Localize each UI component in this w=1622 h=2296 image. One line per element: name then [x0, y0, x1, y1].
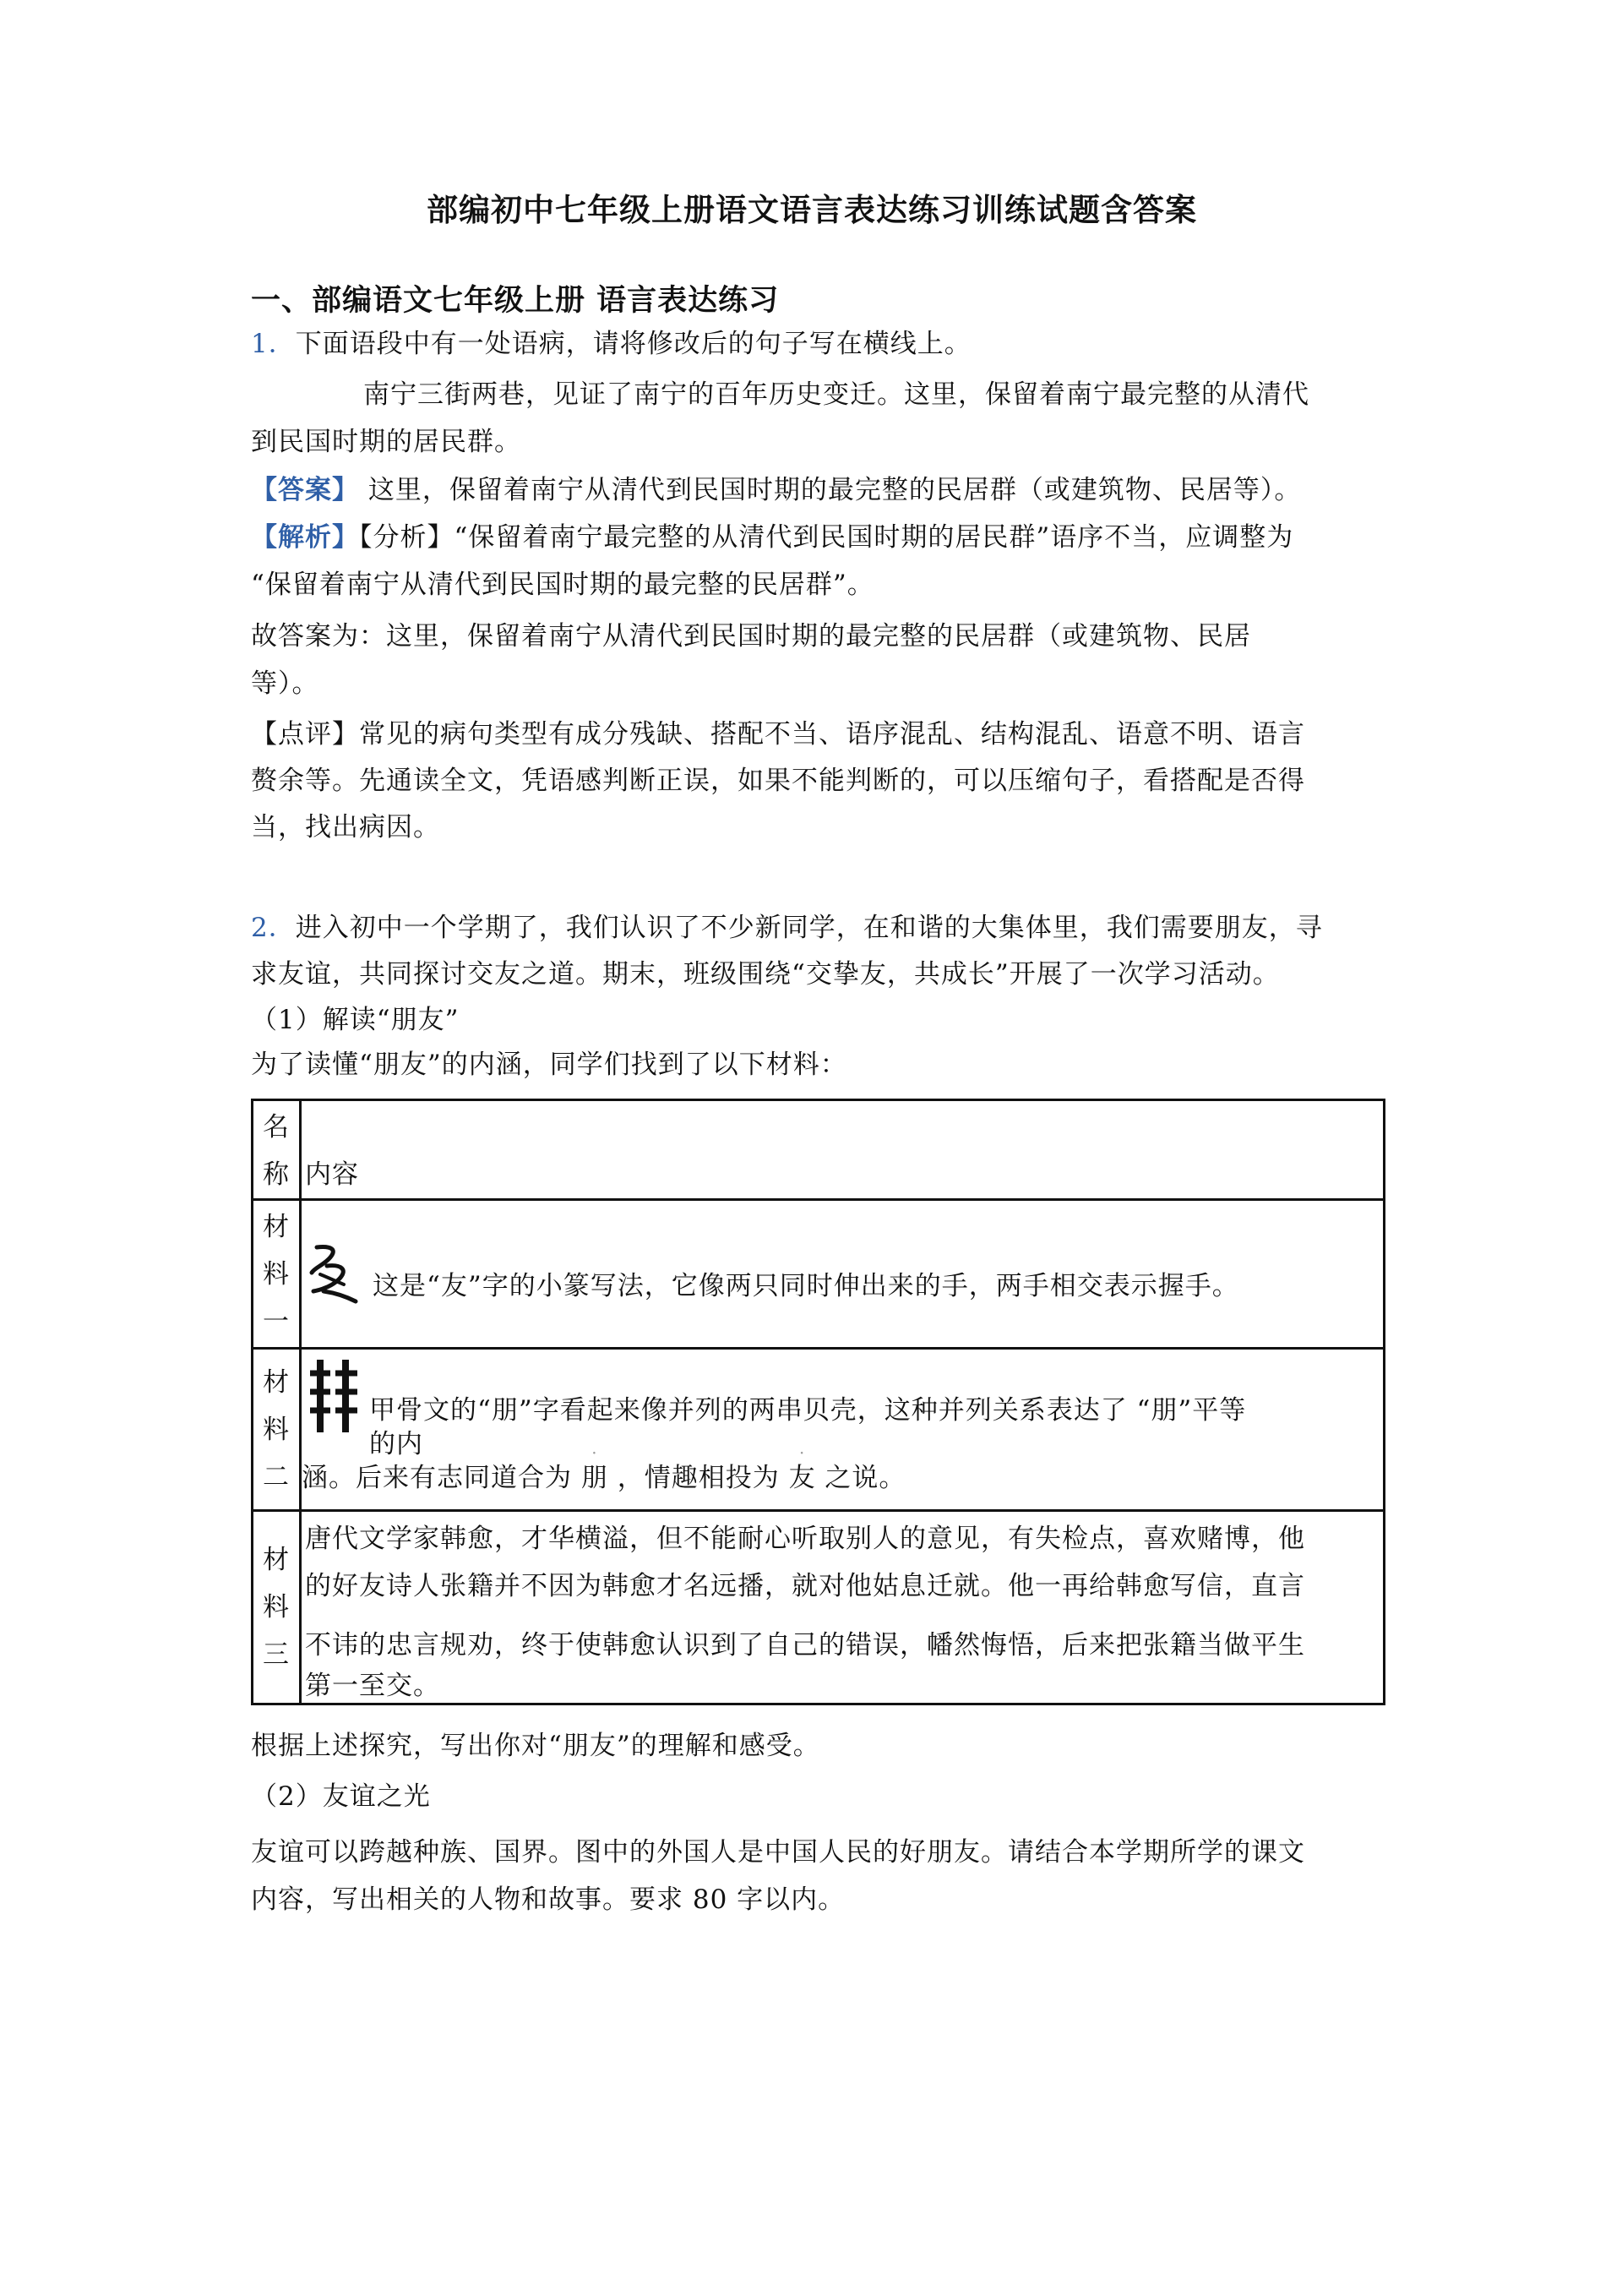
q2-sub2-line-1: 友谊可以跨越种族、国界。图中的外国人是中国人民的好朋友。请结合本学期所学的课文 [251, 1837, 1305, 1868]
materials-table [251, 1099, 1385, 1705]
q1-comment-line-1: 【点评】常见的病句类型有成分残缺、搭配不当、语序混乱、结构混乱、语意不明、语言 [251, 719, 1305, 750]
material-2-line-c [302, 1461, 1383, 1495]
q2-number: 2． [251, 913, 296, 943]
m2-c1: 涵。后来有志同道合为 [302, 1463, 581, 1493]
q2-sub1-heading: （1）解读“朋友” [251, 1005, 460, 1035]
q1-analysis-line-1 [251, 521, 1293, 554]
page-title: 部编初中七年级上册语文语言表达练习训练试题含答案 [427, 191, 1197, 228]
material-2-line-a: 甲骨文的“朋”字看起来像并列的两串贝壳，这种并列关系表达了 “朋”平等 [369, 1395, 1247, 1426]
material-name-char: 料 [263, 1414, 290, 1445]
seal-script-you-icon [305, 1241, 366, 1308]
material-content-cell [301, 1511, 1385, 1704]
material-name-char: 料 [263, 1592, 290, 1622]
m2-peng: 朋 [580, 1463, 608, 1493]
header-name-char: 名 [263, 1112, 290, 1143]
material-2-content [305, 1355, 1383, 1461]
q1-passage-line-2: 到民国时期的居民群。 [251, 427, 521, 457]
material-2-text-top [369, 1355, 1246, 1461]
q1-number: 1． [251, 329, 296, 359]
oracle-bone-peng-icon [305, 1355, 364, 1436]
q1-answer [251, 473, 1301, 507]
material-name-char: 一 [263, 1306, 290, 1337]
q1-prompt-text: 下面语段中有一处语病，请将修改后的句子写在横线上。 [295, 329, 972, 359]
material-3-line: 的好友诗人张籍并不因为韩愈才名远播，就对他姑息迁就。他一再给韩愈写信，直言 [305, 1571, 1305, 1601]
analysis-tag: 【解析】 [251, 522, 359, 553]
table-row [253, 1200, 1385, 1349]
section-heading: 一、部编语文七年级上册 语言表达练习 [251, 283, 780, 318]
material-content-cell [301, 1200, 1385, 1349]
q1-analysis-line-2: “保留着南宁从清代到民国时期的最完整的民居群”。 [251, 570, 874, 600]
material-name-char: 二 [263, 1461, 290, 1492]
material-name-char: 材 [263, 1545, 290, 1575]
answer-tag: 【答案】 [251, 475, 359, 505]
q1-final-line-2: 等）。 [251, 668, 319, 699]
material-3-line: 第一至交。 [305, 1671, 440, 1701]
material-name-char: 材 [263, 1211, 290, 1242]
material-name-char: 材 [263, 1366, 290, 1398]
q1-comment-line-2: 赘余等。先通读全文，凭语感判断正误，如果不能判断的，可以压缩句子，看搭配是否得 [251, 766, 1305, 796]
q1-answer-text: 这里，保留着南宁从清代到民国时期的最完整的民居群（或建筑物、民居等）。 [359, 475, 1302, 505]
material-1-text: 这是“友”字的小篆写法，它像两只同时伸出来的手，两手相交表示握手。 [373, 1270, 1239, 1301]
material-1-content [305, 1241, 1383, 1308]
m2-you: 友 [788, 1463, 816, 1493]
q2-sub2-line-2: 内容，写出相关的人物和故事。要求 80 字以内。 [251, 1884, 846, 1915]
material-3-line: 唐代文学家韩愈，才华横溢，但不能耐心听取别人的意见，有失检点，喜欢赌博，他 [305, 1524, 1305, 1554]
q2-sub2-heading: （2）友谊之光 [251, 1781, 431, 1812]
q2-after-table: 根据上述探究，写出你对“朋友”的理解和感受。 [251, 1731, 820, 1761]
material-3-line: 不讳的忠言规劝，终于使韩愈认识到了自己的错误，幡然悔悟，后来把张籍当做平生 [305, 1630, 1305, 1661]
header-content-label: 内容 [305, 1159, 359, 1190]
q1-analysis-text: 【分析】“保留着南宁最完整的从清代到民国时期的居民群”语序不当，应调整为 [359, 522, 1294, 553]
q2-intro-line-1 [251, 911, 1323, 945]
table-row [253, 1511, 1385, 1704]
q1-passage-line-1: 南宁三街两巷，见证了南宁的百年历史变迁。这里，保留着南宁最完整的从清代 [363, 379, 1309, 410]
material-content-cell [301, 1349, 1385, 1511]
q1-comment-line-3: 当，找出病因。 [251, 812, 440, 843]
material-name-cell [253, 1349, 301, 1511]
q2-intro-line-2: 求友谊，共同探讨交友之道。期末，班级围绕“交挚友，共成长”开展了一次学习活动。 [251, 959, 1280, 990]
q1-final-line-1: 故答案为：这里，保留着南宁从清代到民国时期的最完整的民居群（或建筑物、民居 [251, 621, 1251, 652]
header-name-char: 称 [263, 1159, 290, 1190]
material-name-cell [253, 1511, 301, 1704]
m2-c3: ，情趣相投为 [607, 1463, 789, 1493]
q1-prompt [251, 327, 972, 361]
header-name-cell [253, 1100, 301, 1200]
m2-c5: 之说。 [815, 1463, 906, 1493]
table-row [253, 1349, 1385, 1511]
material-name-char: 料 [263, 1258, 290, 1290]
table-header-row [253, 1100, 1385, 1200]
header-content-cell [301, 1100, 1385, 1200]
material-2-line-b: 的内 [369, 1429, 423, 1459]
q2-intro-text: 进入初中一个学期了，我们认识了不少新同学，在和谐的大集体里，我们需要朋友，寻 [295, 913, 1323, 943]
q2-sub1-lead: 为了读懂“朋友”的内涵，同学们找到了以下材料： [251, 1050, 847, 1080]
material-name-cell [253, 1200, 301, 1349]
material-name-char: 三 [263, 1639, 290, 1670]
